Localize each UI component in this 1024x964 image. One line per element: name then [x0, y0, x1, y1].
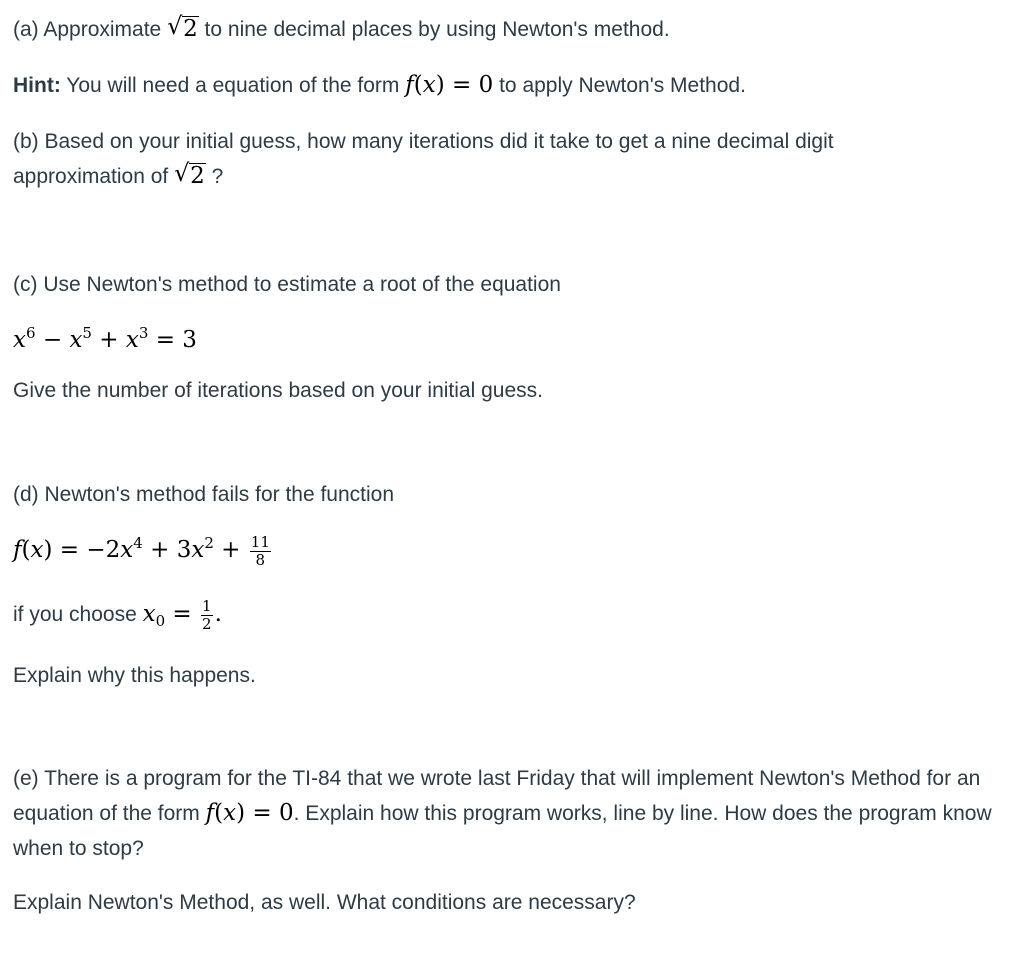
- hint-equation: f(x) = 0: [405, 72, 494, 98]
- question-e: (e) There is a program for the TI-84 that we wrote last Friday that will implement Newton's Method for an equation of the form f(x) = 0. Explain how this program works, line by line. How does the program know when to stop?: [13, 767, 992, 860]
- question-b-line1: (b) Based on your initial guess, how many iterations did it take to get a nine decimal digit: [13, 130, 834, 153]
- question-a-text-end: to nine decimal places by using Newton's method.: [198, 18, 670, 41]
- question-e-followup: Explain Newton's Method, as well. What conditions are necessary?: [13, 891, 636, 914]
- question-a-text: (a) Approximate: [13, 18, 168, 41]
- question-d-explain: Explain why this happens.: [13, 664, 256, 687]
- sqrt-2-expression-b: √ 2: [174, 159, 205, 189]
- question-a: [13, 12, 670, 47]
- fx-equals-zero: f(x) = 0: [205, 800, 294, 826]
- initial-guess-line: if you choose $x_0$ = $\frac{1}{2}$ .: [13, 596, 222, 633]
- polynomial-equation: $x^6 - x^5 + x^3 = 3$: [13, 324, 197, 353]
- function-equation: $f(x) = -2x^4 + 3x^2$ + $\frac{11}{8}$: [13, 532, 270, 569]
- hint-line: Hint: You will need a equation of the form f(x) = 0 to apply Newton's Method.: [13, 72, 746, 98]
- question-c: (c) Use Newton's method to estimate a root of the equation: [13, 273, 561, 296]
- fraction-1-2: $\frac{1}{2}$: [202, 596, 212, 633]
- fraction-11-8: $\frac{11}{8}$: [250, 532, 270, 569]
- hint-label: Hint:: [13, 74, 61, 97]
- question-d: (d) Newton's method fails for the function: [13, 483, 395, 506]
- sqrt-2-expression: √ 2: [167, 12, 198, 42]
- question-c-note: Give the number of iterations based on your initial guess.: [13, 379, 543, 402]
- question-b-line2: approximation of √ 2 ?: [13, 159, 223, 194]
